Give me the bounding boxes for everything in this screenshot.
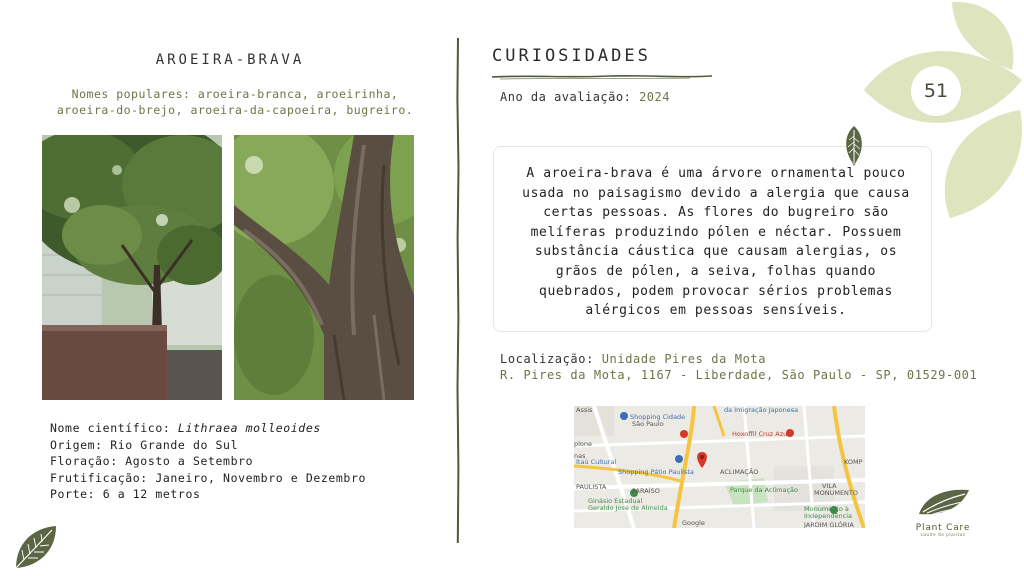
fact-scientific-value: Lithraea molleoides [177,421,321,435]
map-label-vila: VILA [822,482,837,490]
map-label-aclimacao: ACLIMAÇÃO [720,468,759,476]
curiosities-text: A aroeira-brava é uma árvore ornamental pouco usada no paisagismo devido a alergia que causa certas pessoas. As flores do bugreiro são melíferas produzindo pólen e néctar. Possuem substância cáustica que causam alergias, os grãos de pólen, a seiva, folhas quando quebrados, podem provocar sérios problemas alérgicos em pessoas sensíveis. [522,166,910,319]
tree-photo-trunk [234,135,414,400]
fact-size [50,486,410,503]
fact-origin-value: Rio Grande do Sul [110,437,239,452]
fact-fruiting [50,470,410,487]
map-label-shopping-cidade: Shopping Cidade [630,413,686,421]
fact-scientific-label: Nome científico: [50,421,171,435]
column-divider [455,38,461,543]
map-google-logo: Google [682,519,705,527]
fact-size-label: Porte: [50,487,96,501]
species-title: AROEIRA-BRAVA [155,52,305,68]
fact-flowering-value: Agosto a Setembro [125,454,254,468]
fact-origin-label: Origem: [50,437,103,452]
map-label-komp: KOMP [844,458,863,466]
map-label-itau: Itaú Cultural [576,458,617,466]
fact-scientific-name [50,420,410,437]
map-label-nas: nas [574,452,586,460]
map-label-plone: plone [574,440,593,448]
evaluation-year [500,90,670,104]
fact-fruiting-label: Frutificação: [50,470,148,485]
location [500,351,766,368]
tree-photo-canopy [42,135,222,400]
fact-flowering [50,453,410,470]
map-label-imigracao: da Imigração Japonesa [724,406,799,414]
popular-names-value: aroeira-branca, aroeirinha, aroeira-do-brejo, aroeira-da-capoeira, bugreiro. [56,87,414,117]
plant-care-name: Plant Care [915,523,971,533]
location-unit: Unidade Pires da Mota [601,352,767,366]
map-label-hoxoffil: Hoxoffil Cruz Azul [732,430,790,438]
species-facts [50,420,410,503]
location-address: R. Pires da Mota, 1167 - Liberdade, São Paulo - SP, 01529-001 [500,368,978,382]
map-label-shopping-patio: Shopping Pátio Paulista [618,468,694,476]
plant-care-logo [902,486,984,546]
map-label-monumento-bairro: MONUMENTO [814,489,859,497]
evaluation-year-value: 2024 [639,90,670,104]
map-label-ginasio-2: Geraldo José de Almeida [588,504,668,512]
map-label-parque: Parque da Aclimação [730,486,799,494]
fact-size-value: 6 a 12 metros [102,487,201,501]
page-number: 51 [911,66,961,116]
fact-flowering-label: Floração: [50,454,118,468]
map-label-monumento-1: Monumento à [804,505,849,513]
location-label: Localização: [500,352,594,366]
map-label-sao-paulo: São Paulo [632,420,664,428]
evaluation-year-label: Ano da avaliação: [500,90,632,104]
curiosities-title: CURIOSIDADES [492,46,651,66]
popular-names [44,86,426,118]
location-map[interactable] [574,406,865,528]
fact-fruiting-value: Janeiro, Novembro e Dezembro [155,470,367,485]
map-label-paulista: PAULISTA [576,483,607,491]
title-underline [490,66,714,74]
map-label-assis: Assis [576,406,593,414]
popular-names-label: Nomes populares: [71,87,191,101]
map-label-ginasio-1: Ginásio Estadual [588,497,643,505]
map-label-paraiso: PARAÍSO [632,487,660,495]
map-label-monumento-2: Independência [804,512,853,520]
plant-care-logo-icon [915,486,971,518]
plant-care-tagline: saúde de plantas [920,533,966,538]
fact-origin [50,437,410,454]
leaf-decoration-icon [12,524,58,570]
map-label-jardim: JARDIM GLÓRIA [804,521,854,528]
